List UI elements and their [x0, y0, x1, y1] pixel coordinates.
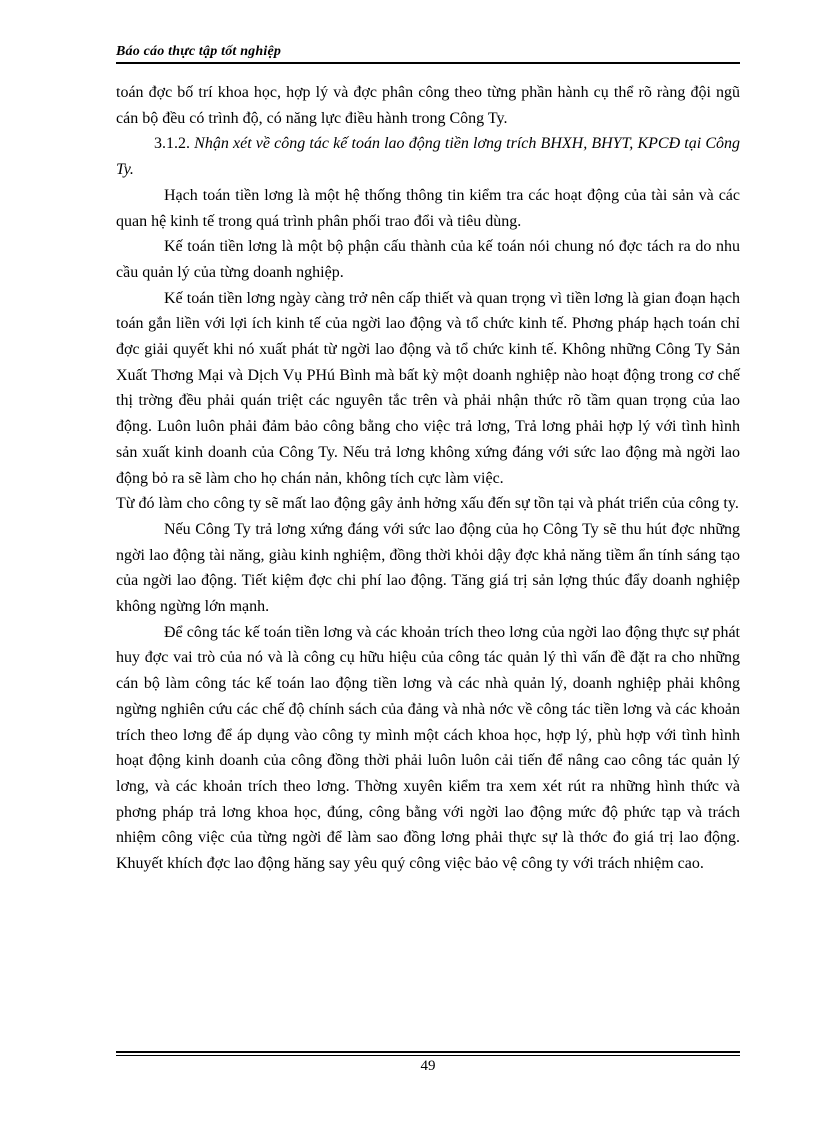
footer-divider-thick	[116, 1051, 740, 1053]
footer-divider-thin	[116, 1055, 740, 1056]
header-divider	[116, 62, 740, 64]
paragraph-1: toán đợc bố trí khoa học, hợp lý và đợc phân công theo từng phần hành cụ thể rõ ràng đội ngũ cán bộ đều có trình độ, có năng lực điều hành trong Công Ty.	[116, 84, 740, 127]
document-body	[116, 80, 740, 877]
paragraph-3: Kế toán tiền lơng là một bộ phận cấu thành của kế toán nói chung nó đợc tách ra do nhu cầu quản lý của từng doanh nghiệp.	[116, 238, 740, 281]
paragraph-4: Kế toán tiền lơng ngày càng trở nên cấp thiết và quan trọng vì tiền lơng là gian đoạn hạch toán gắn liền với lợi ích kinh tế của ngời lao động và tổ chức kinh tế. Phơng pháp hạch toán chỉ đợc giải quyết khi nó xuất phát từ ngời lao động và tổ chức kinh tế. Không những Công Ty Sản Xuất Thơng Mại và Dịch Vụ PHú Bình mà bất kỳ một doanh nghiệp nào hoạt động trong cơ chế thị trờng đều phải quán triệt các nguyên tắc trên và phải nhận thức rõ tầm quan trọng của lao động. Luôn luôn phải đảm bảo công bằng cho việc trả lơng, Trả lơng phải hợp lý với tình hình sản xuất kinh doanh của Công Ty. Nếu trả lơng không xứng đáng với sức lao động mà ngời lao động bỏ ra sẽ làm cho họ chán nản, không tích cực làm việc.	[116, 289, 740, 487]
paragraph-6: Nếu Công Ty trả lơng xứng đáng với sức lao động của họ Công Ty sẽ thu hút đợc những ngời lao động tài năng, giàu kinh nghiệm, đồng thời khỏi dậy đợc khả năng tiềm ẩn tính sáng tạo của ngời lao động. Tiết kiệm đợc chi phí lao động. Tăng giá trị sản lợng thúc đẩy doanh nghiệp không ngừng lớn mạnh.	[116, 520, 740, 616]
section-title: Nhận xét về công tác kế toán lao động tiền lơng trích BHXH, BHYT, KPCĐ tại Công Ty.	[116, 135, 741, 179]
section-heading	[116, 131, 740, 182]
section-number: 3.1.2.	[154, 135, 190, 153]
paragraph-5: Từ đó làm cho công ty sẽ mất lao động gây ảnh hởng xấu đến sự tồn tại và phát triển của công ty.	[116, 495, 739, 513]
page-number: 49	[420, 1058, 436, 1074]
paragraph-7: Để công tác kế toán tiền lơng và các khoản trích theo lơng của ngời lao động thực sự phát huy đợc vai trò của nó và là công cụ hữu hiệu của công tác quản lý thì vấn đề đặt ra cho những cán bộ làm công tác kế toán lao động tiền lơng và các nhà quản lý, doanh nghiệp phải không ngừng nghiên cứu các chế độ chính sách của đảng và nhà nớc về công tác tiền lơng và các khoản trích theo lơng để áp dụng vào công ty mình một cách khoa học, hợp lý, phù hợp với tình hình hoạt động kinh doanh của công đồng thời phải luôn luôn cải tiến để nâng cao công tác quản lý lơng, và các khoản trích theo lơng. Thờng xuyên kiểm tra xem xét rút ra những hình thức và phơng pháp trả lơng khoa học, đúng, công bằng với ngời lao động mức độ phức tạp và trách nhiệm công việc của từng ngời để làm sao đồng lơng phải thực sự là thớc đo giá trị lao động. Khuyết khích đợc lao động hăng say yêu quý công việc bảo vệ công ty với trách nhiệm cao.	[116, 623, 740, 873]
page-header-title: Báo cáo thực tập tốt nghiệp	[116, 44, 282, 59]
paragraph-2: Hạch toán tiền lơng là một hệ thống thông tin kiểm tra các hoạt động của tài sản và các quan hệ kinh tế trong quá trình phân phối trao đổi và tiêu dùng.	[116, 186, 740, 230]
